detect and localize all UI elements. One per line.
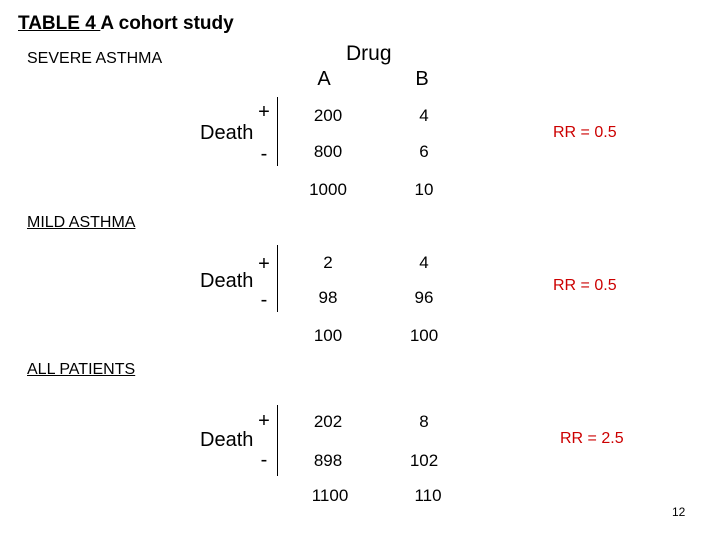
row-label-death: Death <box>200 122 254 144</box>
total-b: 10 <box>414 180 434 199</box>
cell-a-neg: 800 <box>313 142 343 161</box>
page-number: 12 <box>672 505 686 519</box>
relative-risk: RR = 0.5 <box>553 124 617 141</box>
page-title <box>18 13 234 35</box>
relative-risk: RR = 0.5 <box>553 277 617 294</box>
title-text: A cohort study <box>100 13 234 34</box>
cell-b-pos: 4 <box>419 253 429 272</box>
sign-positive: + <box>258 101 270 123</box>
sign-positive: + <box>258 410 270 432</box>
cell-a-neg: 98 <box>318 288 338 307</box>
sign-negative: - <box>260 449 268 471</box>
section-name-severe: SEVERE ASTHMA <box>27 50 163 67</box>
cell-a-pos: 2 <box>323 253 333 272</box>
total-b: 100 <box>409 326 439 345</box>
column-header-b: B <box>415 68 429 90</box>
sign-negative: - <box>260 289 268 311</box>
sign-positive: + <box>258 253 270 275</box>
table-left-border <box>277 97 278 166</box>
row-label-death: Death <box>200 270 254 292</box>
total-a: 1000 <box>309 180 347 199</box>
cell-b-neg: 6 <box>419 142 429 161</box>
cell-b-pos: 8 <box>419 412 429 431</box>
total-a: 100 <box>313 326 343 345</box>
section-name-all: ALL PATIENTS <box>27 361 136 378</box>
cell-b-pos: 4 <box>419 106 429 125</box>
sign-negative: - <box>260 143 268 165</box>
row-label-death: Death <box>200 429 254 451</box>
cell-b-neg: 96 <box>414 288 434 307</box>
column-header-a: A <box>317 68 331 90</box>
total-b: 110 <box>414 486 442 505</box>
table-left-border <box>277 245 278 312</box>
section-name-mild: MILD ASTHMA <box>27 214 136 231</box>
total-a: 1100 <box>311 486 349 505</box>
cell-a-pos: 202 <box>313 412 343 431</box>
table-left-border <box>277 405 278 476</box>
cell-a-neg: 898 <box>313 451 343 470</box>
drug-label: Drug <box>346 42 392 65</box>
relative-risk: RR = 2.5 <box>560 430 624 447</box>
cell-b-neg: 102 <box>409 451 439 470</box>
title-table-number: TABLE 4 <box>18 13 101 34</box>
cell-a-pos: 200 <box>313 106 343 125</box>
